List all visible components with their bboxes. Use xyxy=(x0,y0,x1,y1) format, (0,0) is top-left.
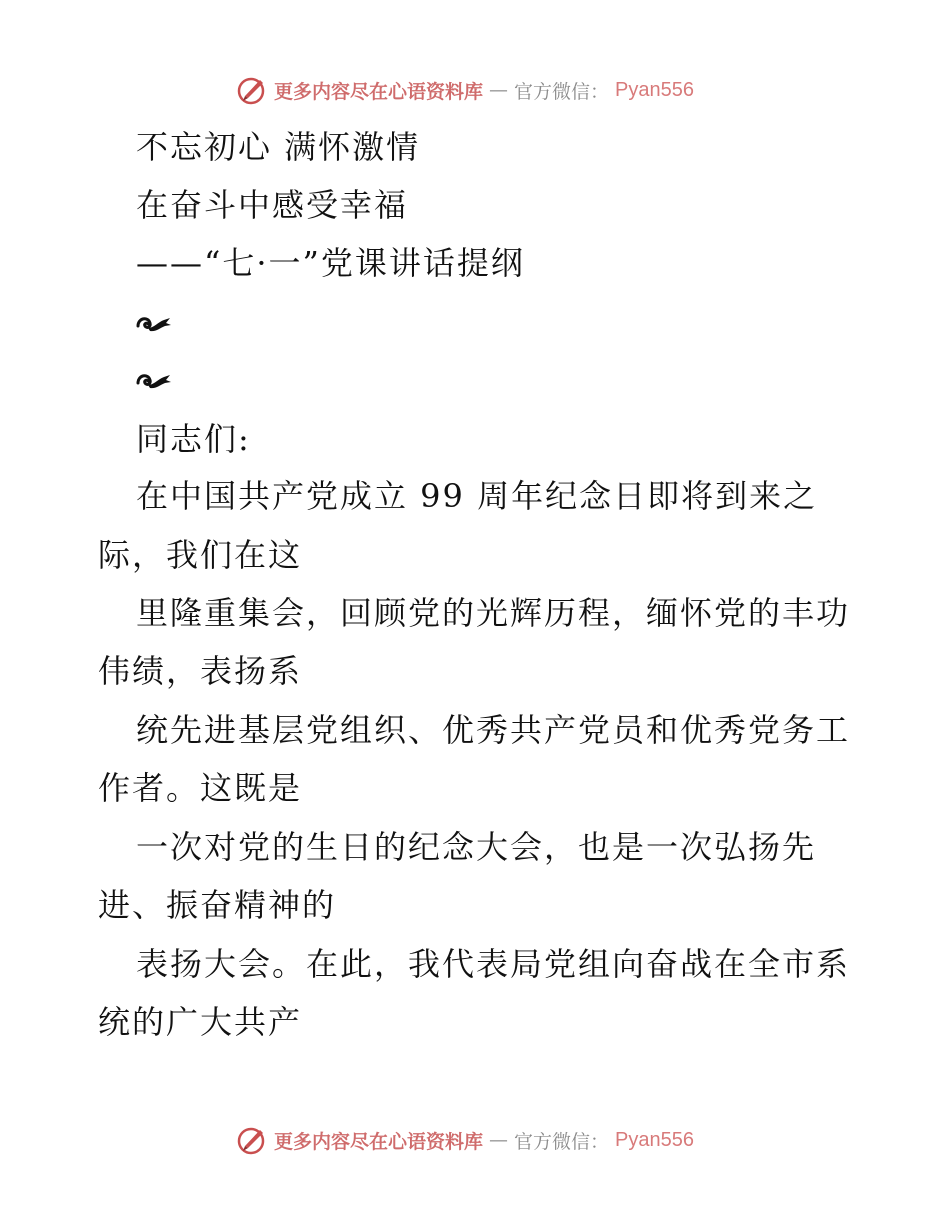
watermark-brand: 更多内容尽在心语资料库 xyxy=(274,80,484,103)
body-line: 在中国共产党成立 99 周年纪念日即将到来之 xyxy=(136,477,818,515)
watermark-brand: 更多内容尽在心语资料库 xyxy=(274,1130,484,1153)
body-line: 表扬大会。在此，我代表局党组向奋战在全市系 xyxy=(136,945,851,983)
watermark-wechat-label: 官方微信： xyxy=(514,1130,610,1153)
quill-pen-logo-icon xyxy=(236,74,268,106)
body-line: 里隆重集会，回顾党的光辉历程，缅怀党的丰功 xyxy=(136,594,851,632)
title-line-2: 在奋斗中感受幸福 xyxy=(136,186,409,224)
watermark-wechat-label: 官方微信： xyxy=(514,80,610,103)
title-line-3: ——“七·一”党课讲话提纲 xyxy=(136,244,525,282)
salutation: 同志们: xyxy=(136,420,251,458)
body-line: 一次对党的生日的纪念大会，也是一次弘扬先 xyxy=(136,828,817,866)
body-line: 伟绩，表扬系 xyxy=(98,652,303,690)
quill-pen-logo-icon xyxy=(236,1124,268,1156)
watermark-wechat-id: Pyan556 xyxy=(615,78,694,101)
watermark-wechat-id: Pyan556 xyxy=(615,1128,694,1151)
body-line: 进、振奋精神的 xyxy=(98,886,337,924)
body-line: 际，我们在这 xyxy=(98,536,303,574)
header-watermark xyxy=(236,73,694,107)
footer-watermark xyxy=(236,1123,694,1157)
fleuron-icon xyxy=(136,369,172,393)
watermark-separator: — xyxy=(489,1129,509,1151)
fleuron-icon xyxy=(136,312,172,336)
body-line: 统先进基层党组织、优秀共产党员和优秀党务工 xyxy=(136,711,851,749)
body-line: 作者。这既是 xyxy=(98,769,303,807)
title-line-1: 不忘初心 满怀激情 xyxy=(136,128,421,166)
body-line: 统的广大共产 xyxy=(98,1003,303,1041)
watermark-separator: — xyxy=(489,79,509,101)
